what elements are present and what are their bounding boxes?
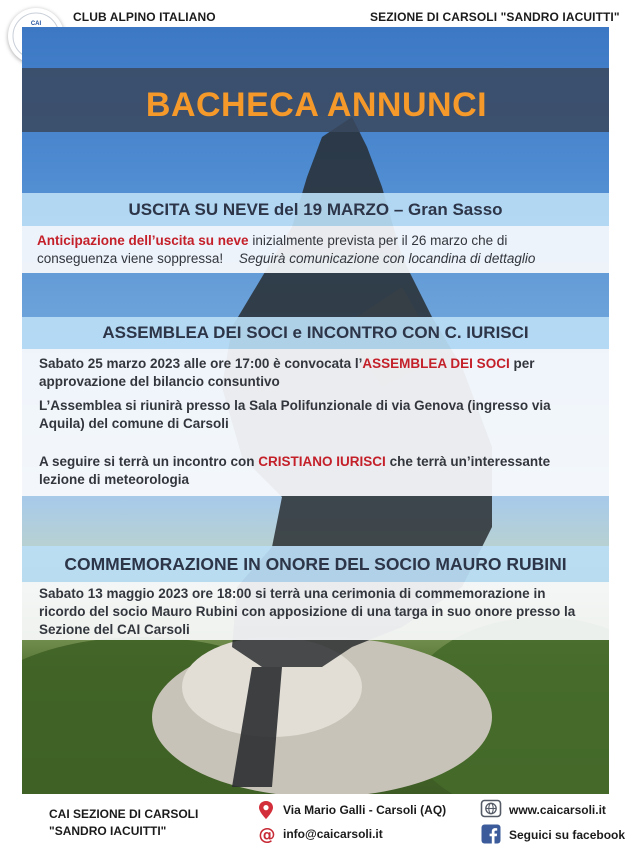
section-heading-commemoration: COMMEMORAZIONE IN ONORE DEL SOCIO MAURO RUBINI — [22, 546, 609, 582]
svg-text:CAI: CAI — [30, 21, 42, 27]
snow-trip-line-1: Anticipazione dell’uscita su neve inizialmente prevista per il 26 marzo che di — [37, 233, 508, 248]
footer-address: Via Mario Galli - Carsoli (AQ) — [283, 803, 447, 817]
globe-icon — [480, 798, 502, 820]
footer-org-line-2: "SANDRO IACUITTI" — [49, 824, 167, 838]
assembly-line-3: L’Assemblea si riunirà presso la Sala Polifunzionale di via Genova (ingresso via — [39, 398, 551, 413]
snow-trip-line-2: conseguenza viene soppressa! Seguirà comunicazione con locandina di dettaglio — [37, 251, 536, 266]
at-sign-icon — [258, 825, 276, 843]
header-section-name: SEZIONE DI CARSOLI "SANDRO IACUITTI" — [370, 10, 620, 24]
location-pin-icon — [257, 800, 275, 820]
footer-website[interactable]: www.caicarsoli.it — [509, 803, 606, 817]
footer-facebook-link[interactable]: Seguici su facebook — [509, 828, 626, 842]
commemoration-line-3: Sezione del CAI Carsoli — [39, 622, 190, 637]
section-body-snow-trip — [22, 226, 609, 273]
footer-org-line-1: CAI SEZIONE DI CARSOLI — [49, 807, 199, 821]
section-body-commemoration — [22, 582, 609, 640]
assembly-line-5: A seguire si terrà un incontro con CRISTIANO IURISCI che terrà un’interessante — [39, 454, 551, 469]
assembly-line-6: lezione di meteorologia — [39, 472, 190, 487]
assembly-line-1: Sabato 25 marzo 2023 alle ore 17:00 è convocata l’ASSEMBLEA DEI SOCI per — [39, 356, 535, 371]
section-heading-assembly: ASSEMBLEA DEI SOCI e INCONTRO CON C. IURISCI — [22, 317, 609, 349]
svg-text:@: @ — [258, 825, 276, 843]
commemoration-line-1: Sabato 13 maggio 2023 ore 18:00 si terrà una cerimonia di commemorazione in — [39, 586, 546, 601]
facebook-icon — [481, 824, 501, 844]
commemoration-line-2: ricordo del socio Mauro Rubini con apposizione di una targa in suo onore presso la — [39, 604, 576, 619]
assembly-line-4: Aquila) del comune di Carsoli — [39, 416, 229, 431]
section-body-assembly — [22, 349, 609, 496]
page-title: BACHECA ANNUNCI — [145, 86, 488, 124]
footer-email[interactable]: info@caicarsoli.it — [283, 827, 383, 841]
section-heading-snow-trip: USCITA SU NEVE del 19 MARZO – Gran Sasso — [22, 193, 609, 226]
assembly-line-2: approvazione del bilancio consuntivo — [39, 374, 280, 389]
header-club-name: CLUB ALPINO ITALIANO — [73, 10, 216, 24]
